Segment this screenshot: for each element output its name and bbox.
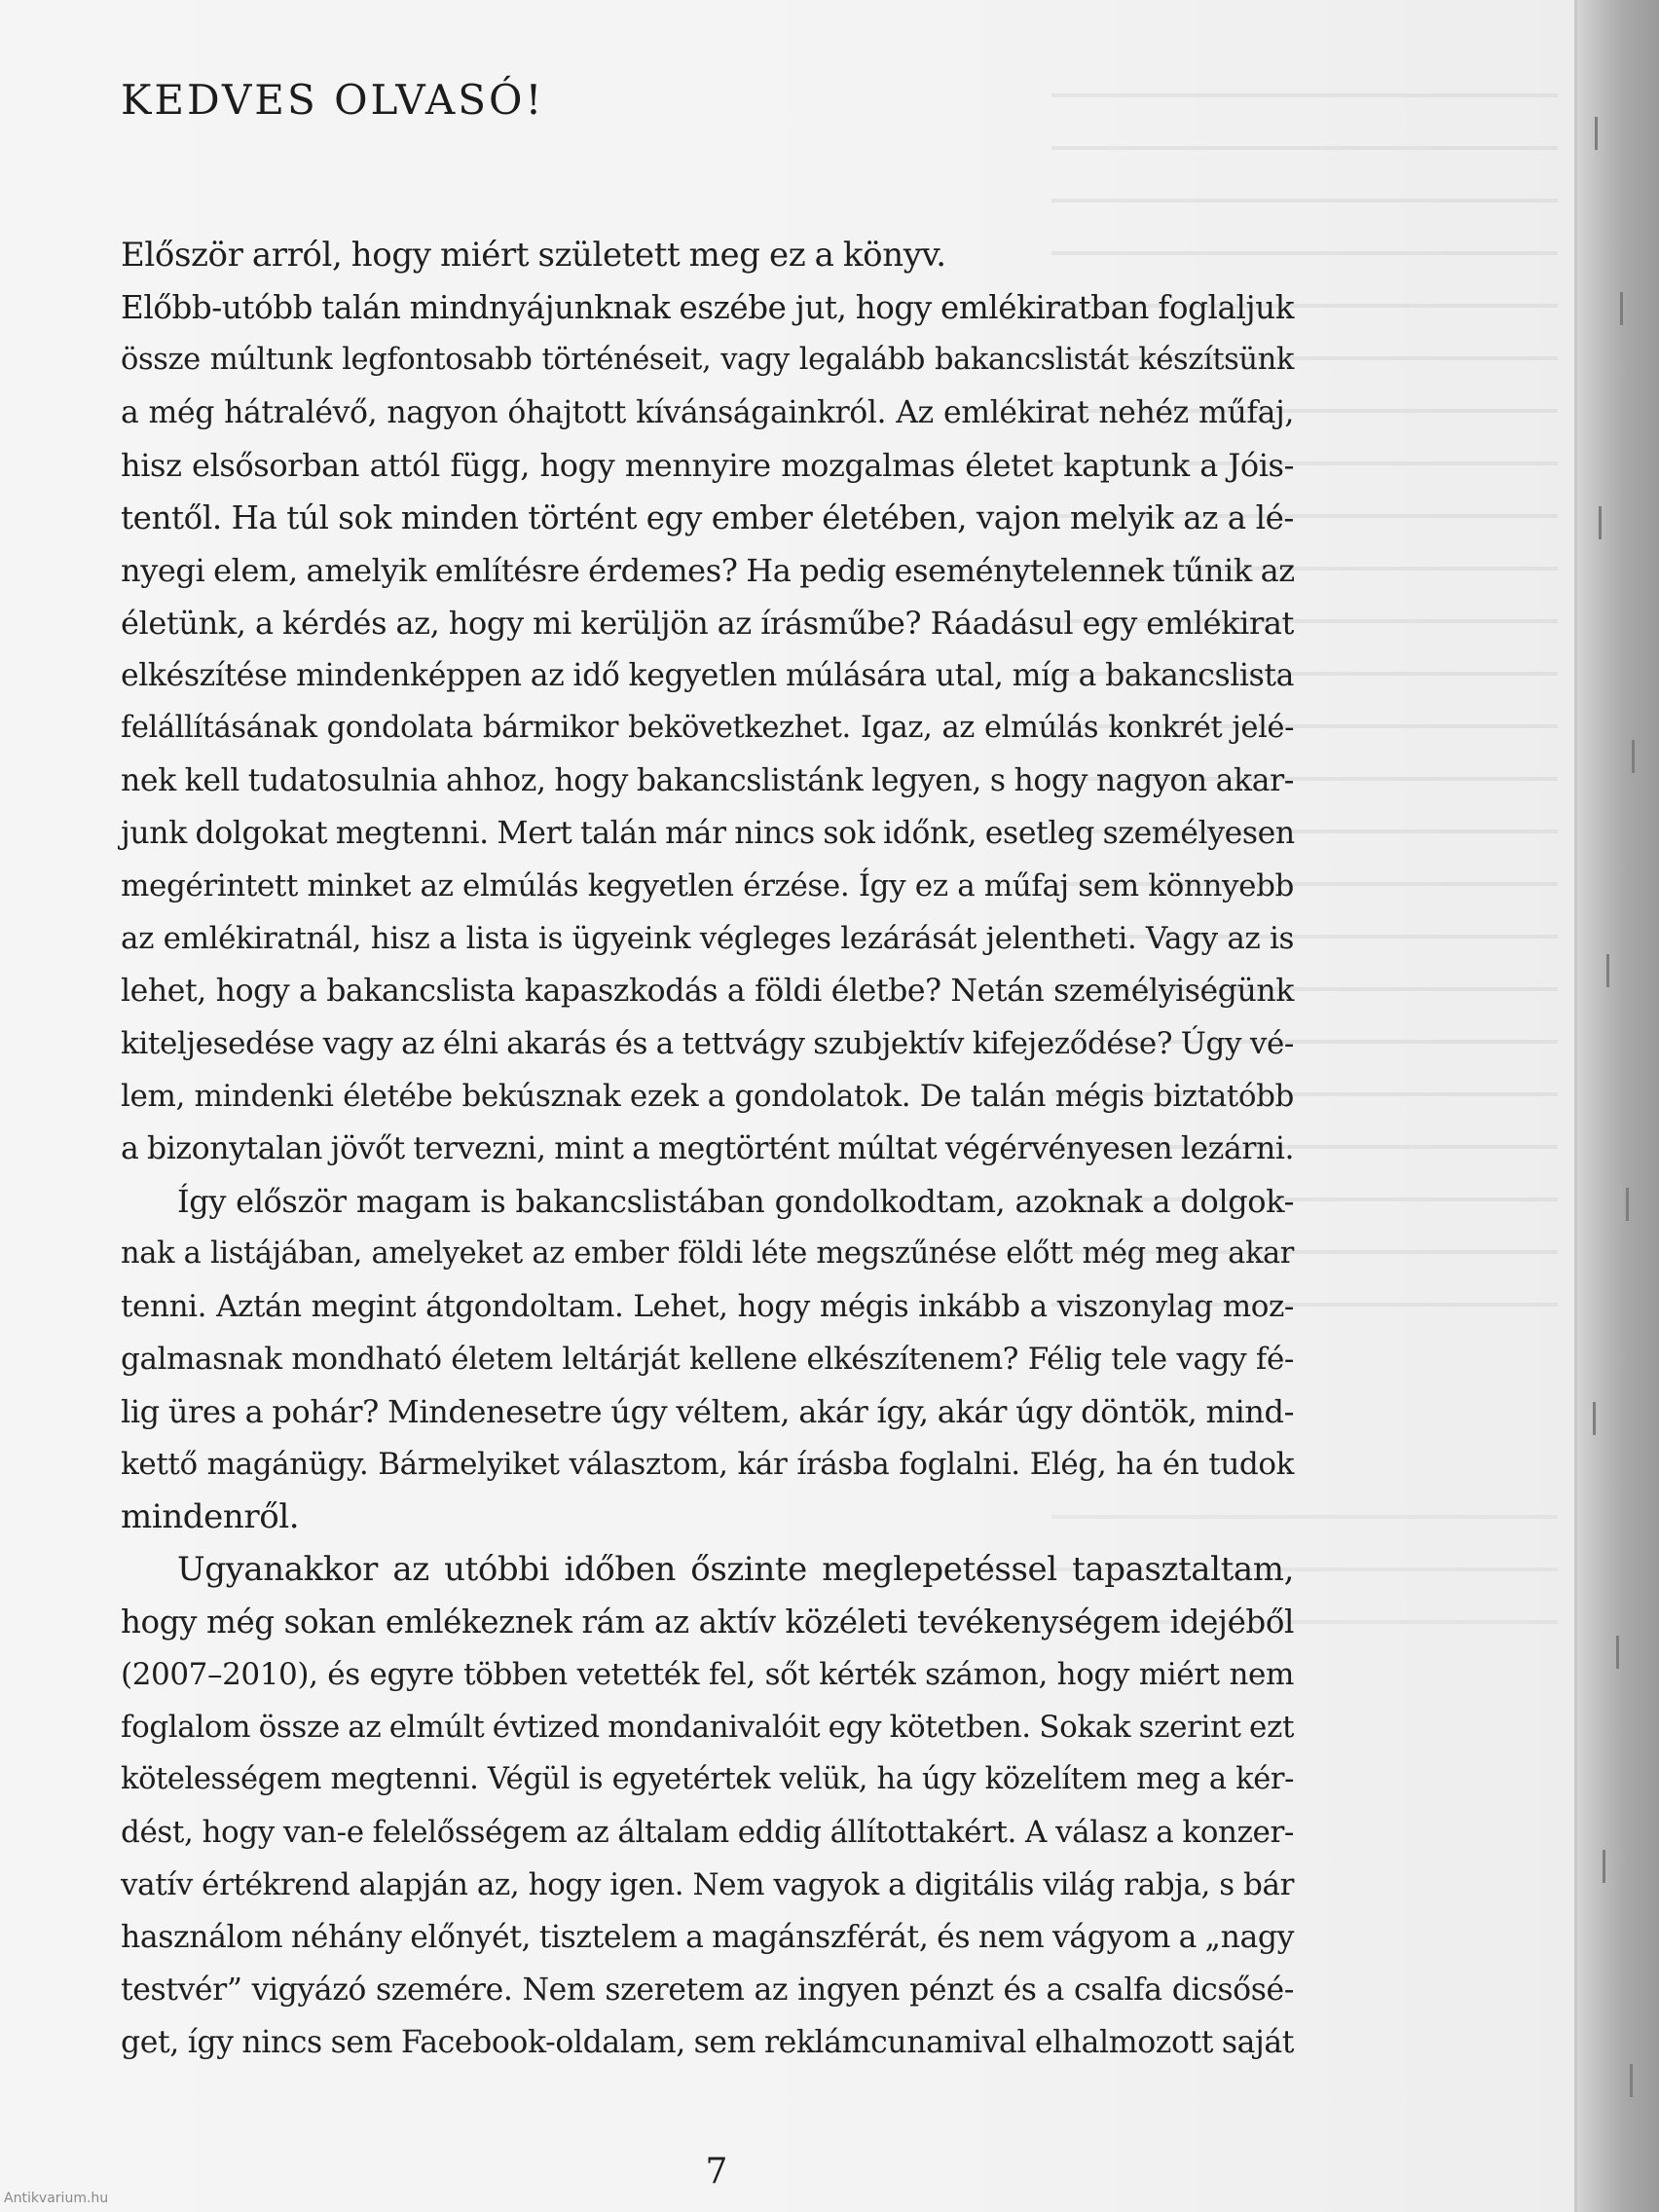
text-line: össze múltunk legfontosabb történéseit, vagy legalább bakancslistát készítsünk bbox=[121, 343, 1294, 377]
text-line: tentől. Ha túl sok minden történt egy ember életében, vajon melyik az a lé- bbox=[121, 499, 1294, 536]
text-line: foglalom össze az elmúlt évtized mondanivalóit egy kötetben. Sokak szerint ezt bbox=[121, 1710, 1294, 1745]
text-line: kettő magánügy. Bármelyiket választom, kár írásba foglalni. Elég, ha én tudok bbox=[121, 1447, 1294, 1482]
text-line: hogy még sokan emlékeznek rám az aktív közéleti tevékenységem idejéből bbox=[121, 1604, 1294, 1641]
text-line: megérintett minket az elmúlás kegyetlen érzése. Így ez a műfaj sem könnyebb bbox=[121, 868, 1294, 903]
text-line: galmasnak mondható életem leltárját kellene elkészítenem? Félig tele vagy fé- bbox=[121, 1342, 1294, 1377]
text-line: (2007–2010), és egyre többen vetették fel, sőt kérték számon, hogy miért nem bbox=[121, 1657, 1294, 1692]
text-line: Előbb-utóbb talán mindnyájunknak eszébe jut, hogy emlékiratban foglaljuk bbox=[121, 289, 1294, 326]
text-line: lem, mindenki életébe bekúsznak ezek a gondolatok. De talán mégis biztatóbb bbox=[121, 1079, 1294, 1114]
text-line: használom néhány előnyét, tisztelem a magánszférát, és nem vágyom a „nagy bbox=[121, 1920, 1294, 1955]
text-line: testvér” vigyázó szemére. Nem szeretem az ingyen pénzt és a csalfa dicsősé- bbox=[121, 1972, 1294, 2008]
text-line: életünk, a kérdés az, hogy mi kerüljön az írásműbe? Ráadásul egy emlékirat bbox=[121, 605, 1294, 642]
text-line: Először arról, hogy miért született meg ez a könyv. bbox=[121, 236, 946, 275]
text-line: mindenről. bbox=[121, 1497, 300, 1536]
text-line: Ugyanakkor az utóbbi időben őszinte meglepetéssel tapasztaltam, bbox=[177, 1550, 1294, 1589]
text-line: kiteljesedése vagy az élni akarás és a tettvágy szubjektív kifejeződése? Úgy vé- bbox=[121, 1026, 1294, 1061]
text-line: kötelességem megtenni. Végül is egyetértek velük, ha úgy közelítem meg a kér- bbox=[121, 1762, 1294, 1796]
page-number: 7 bbox=[705, 2152, 728, 2192]
text-line: a még hátralévő, nagyon óhajtott kívánságainkról. Az emlékirat nehéz műfaj, bbox=[121, 395, 1294, 430]
text-line: lig üres a pohár? Mindenesetre úgy véltem, akár így, akár úgy döntök, mind- bbox=[121, 1393, 1294, 1430]
watermark: Antikvarium.hu bbox=[4, 2191, 109, 2206]
body-text bbox=[121, 229, 1294, 2069]
text-line: tenni. Aztán megint átgondoltam. Lehet, hogy mégis inkább a viszonylag moz- bbox=[121, 1289, 1294, 1324]
text-line: az emlékiratnál, hisz a lista is ügyeink végleges lezárását jelentheti. Vagy az is bbox=[121, 921, 1294, 956]
text-line: vatív értékrend alapján az, hogy igen. Nem vagyok a digitális világ rabja, s bár bbox=[121, 1867, 1294, 1902]
text-line: elkészítése mindenképpen az idő kegyetlen múlására utal, míg a bakancslista bbox=[121, 658, 1294, 693]
text-line: felállításának gondolata bármikor bekövetkezhet. Igaz, az elmúlás konkrét jelé- bbox=[121, 711, 1294, 745]
text-line: nyegi elem, amelyik említésre érdemes? Ha pedig eseménytelennek tűnik az bbox=[121, 552, 1295, 589]
text-line: lehet, hogy a bakancslista kapaszkodás a földi életbe? Netán személyiségünk bbox=[121, 974, 1294, 1009]
text-line: nak a listájában, amelyeket az ember földi léte megszűnése előtt még meg akar bbox=[121, 1236, 1294, 1271]
text-line: a bizonytalan jövőt tervezni, mint a megtörtént múltat végérvényesen lezárni. bbox=[121, 1131, 1295, 1166]
text-line: junk dolgokat megtenni. Mert talán már nincs sok időnk, esetleg személyesen bbox=[121, 816, 1295, 851]
text-line: Így először magam is bakancslistában gondolkodtam, azoknak a dolgok- bbox=[177, 1183, 1294, 1220]
text-line: dést, hogy van-e felelősségem az általam eddig állítottakért. A válasz a konzer- bbox=[121, 1815, 1294, 1850]
binding-edge bbox=[1577, 0, 1659, 2212]
text-line: nek kell tudatosulnia ahhoz, hogy bakancslistánk legyen, s hogy nagyon akar- bbox=[121, 763, 1294, 798]
text-line: get, így nincs sem Facebook-oldalam, sem reklámcunamival elhalmozott saját bbox=[121, 2025, 1294, 2060]
text-line: hisz elsősorban attól függ, hogy mennyire mozgalmas életet kaptunk a Jóis- bbox=[121, 447, 1294, 484]
page-heading: KEDVES OLVASÓ! bbox=[121, 76, 545, 124]
